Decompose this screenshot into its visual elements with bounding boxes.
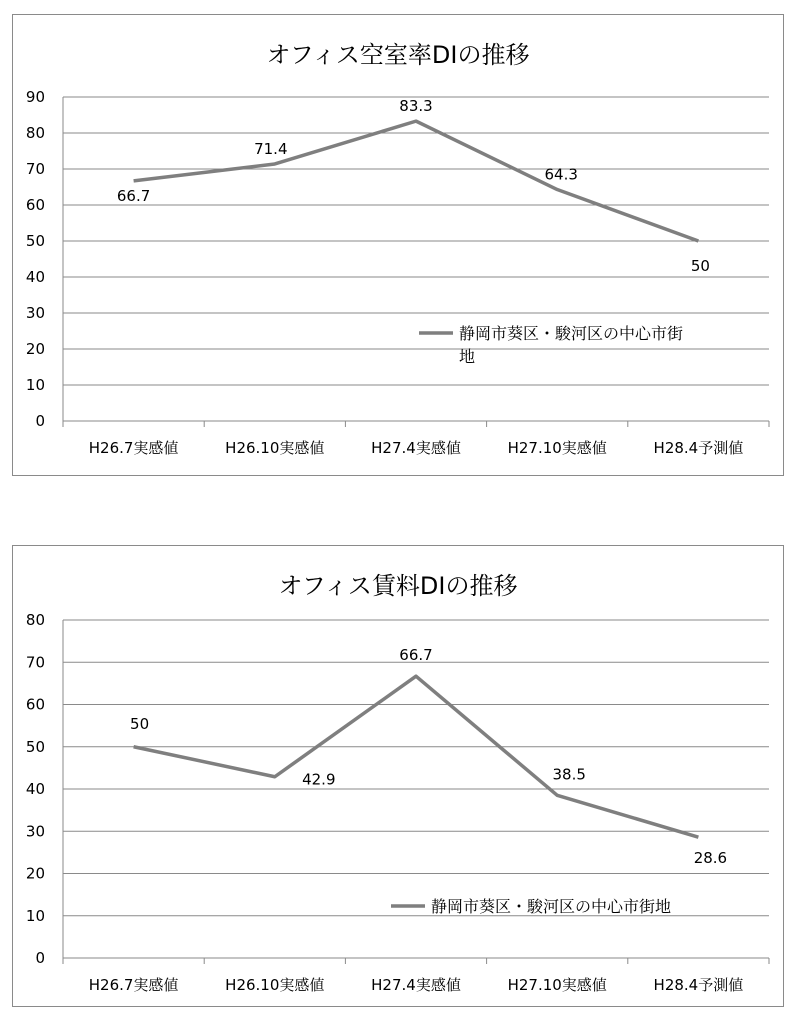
chart-title: オフィス賃料DIの推移: [278, 572, 518, 600]
series-line: [134, 121, 699, 241]
vacancy-rate-chart: [12, 14, 784, 476]
data-label: 50: [130, 714, 150, 733]
chart-title: オフィス空室率DIの推移: [266, 41, 530, 69]
y-tick-label: 30: [25, 822, 45, 841]
data-label: 28.6: [693, 849, 728, 868]
x-tick-label: H28.4予測値: [653, 439, 744, 457]
data-label: 66.7: [399, 646, 433, 665]
legend-label: 静岡市葵区・駿河区の中心市街地: [431, 897, 672, 916]
y-tick-label: 30: [25, 304, 45, 322]
legend-label: 静岡市葵区・駿河区の中心市街: [459, 324, 684, 343]
y-tick-label: 10: [25, 906, 45, 925]
y-tick-label: 0: [35, 949, 45, 967]
x-tick-label: H26.7実感値: [88, 439, 179, 457]
y-tick-label: 40: [25, 780, 45, 798]
rent-plot: [13, 546, 783, 1006]
y-tick-label: 20: [25, 340, 45, 358]
x-tick-label: H27.10実感値: [507, 976, 607, 994]
x-tick-label: H26.7実感値: [88, 976, 179, 994]
data-label: 83.3: [399, 97, 433, 116]
x-tick-label: H28.4予測値: [653, 976, 744, 994]
data-label: 50: [690, 257, 710, 275]
y-tick-label: 10: [25, 376, 45, 394]
y-tick-label: 90: [25, 88, 45, 106]
data-label: 38.5: [552, 765, 586, 784]
y-tick-label: 60: [25, 695, 45, 714]
y-tick-label: 50: [25, 737, 45, 756]
x-tick-label: H26.10実感値: [225, 976, 325, 994]
y-tick-label: 50: [25, 232, 45, 250]
x-tick-label: H27.4実感値: [371, 976, 461, 994]
x-tick-label: H27.10実感値: [507, 439, 607, 457]
series-line: [134, 676, 699, 837]
y-tick-label: 0: [35, 412, 45, 430]
y-tick-label: 70: [25, 653, 45, 672]
x-tick-label: H27.4実感値: [371, 439, 461, 457]
legend-label: 地: [459, 347, 476, 366]
data-label: 64.3: [544, 165, 578, 184]
x-tick-label: H26.10実感値: [225, 439, 325, 457]
vacancy-rate-plot: [13, 15, 783, 475]
y-tick-label: 80: [25, 124, 45, 142]
y-tick-label: 20: [25, 864, 45, 883]
y-tick-label: 70: [25, 160, 45, 178]
data-label: 66.7: [116, 186, 151, 205]
y-tick-label: 40: [25, 268, 45, 286]
rent-chart: [12, 545, 784, 1007]
data-label: 42.9: [302, 770, 336, 789]
y-tick-label: 80: [25, 611, 45, 629]
data-label: 71.4: [254, 139, 288, 158]
y-tick-label: 60: [25, 196, 45, 214]
